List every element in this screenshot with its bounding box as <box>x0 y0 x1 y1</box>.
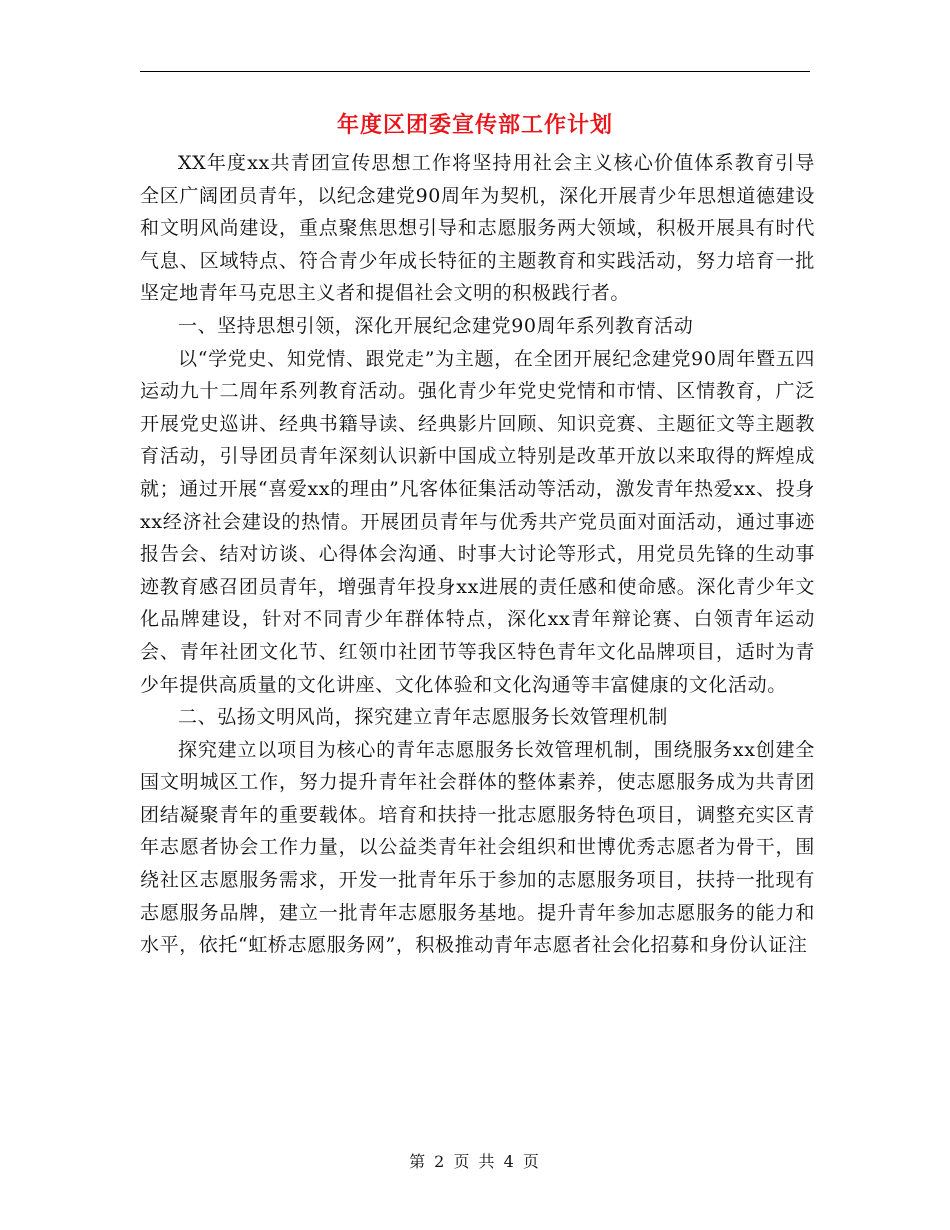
footer-middle: 页 共 <box>453 1152 497 1171</box>
paragraph-section-1: 以“学党史、知党情、跟党走”为主题，在全团开展纪念建党90周年暨五四运动九十二周年系列教育活动。强化青少年党史党情和市情、区情教育，广泛开展党史巡讲、经典书籍导读、经典影片回顾、知识竞赛、主题征文等主题教育活动，引导团员青年深刻认识新中国成立特别是改革开放以来取得的辉煌成就；通过开展“喜爱xx的理由”凡客体征集活动等活动，激发青年热爱xx、投身xx经济社会建设的热情。开展团员青年与优秀共产党员面对面活动，通过事迹报告会、结对访谈、心得体会沟通、时事大讨论等形式，用党员先锋的生动事迹教育感召团员青年，增强青年投身xx进展的责任感和使命感。深化青少年文化品牌建设，针对不同青少年群体特点，深化xx青年辩论赛、白领青年运动会、青年社团文化节、红领巾社团节等我区特色青年文化品牌项目，适时为青少年提供高质量的文化讲座、文化体验和文化沟通等丰富健康的文化活动。 <box>140 347 815 696</box>
document-body <box>140 147 815 962</box>
paragraph-section-2: 探究建立以项目为核心的青年志愿服务长效管理机制，围绕服务xx创建全国文明城区工作，努力提升青年社会群体的整体素养，使志愿服务成为共青团团结凝聚青年的重要载体。培育和扶持一批志愿服务特色项目，调整充实区青年志愿者协会工作力量，以公益类青年社会组织和世博优秀志愿者为骨干，围绕社区志愿服务需求，开发一批青年乐于参加的志愿服务项目，扶持一批现有志愿服务品牌，建立一批青年志愿服务基地。提升青年参加志愿服务的能力和水平，依托“虹桥志愿服务网”，积极推动青年志愿者社会化招募和身份认证注 <box>140 738 815 957</box>
footer-prefix: 第 <box>409 1152 428 1171</box>
footer-total-pages: 4 <box>503 1152 516 1171</box>
section-heading-2: 二、弘扬文明风尚，探究建立青年志愿服务长效管理机制 <box>178 706 669 729</box>
section-heading-1: 一、坚持思想引领，深化开展纪念建党90周年系列教育活动 <box>178 314 694 337</box>
footer-current-page: 2 <box>434 1152 447 1171</box>
paragraph-intro: XX年度xx共青团宣传思想工作将坚持用社会主义核心价值体系教育引导全区广阔团员青年，以纪念建党90周年为契机，深化开展青少年思想道德建设和文明风尚建设，重点聚焦思想引导和志愿服务两大领域，积极开展具有时代气息、区域特点、符合青少年成长特征的主题教育和实践活动，努力培育一批坚定地青年马克思主义者和提倡社会文明的积极践行者。 <box>140 152 815 305</box>
header-rule <box>140 71 810 72</box>
page-footer <box>140 1150 810 1174</box>
footer-suffix: 页 <box>522 1152 541 1171</box>
document-title: 年度区团委宣传部工作计划 <box>336 112 613 138</box>
